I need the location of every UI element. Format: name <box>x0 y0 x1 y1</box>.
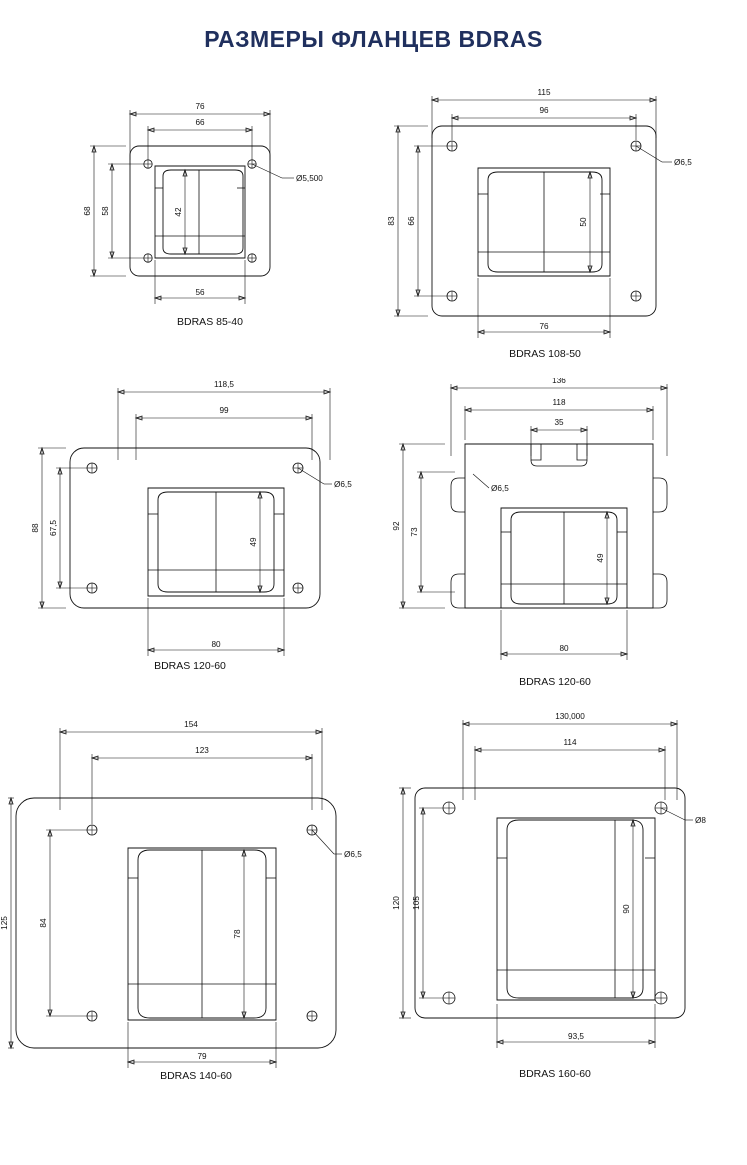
dim-top-inner: 114 <box>563 738 577 747</box>
dim-hole: Ø6,5 <box>674 158 692 167</box>
dim-bottom: 56 <box>195 288 205 297</box>
dim-top-inner: 66 <box>195 118 205 127</box>
dim-left-outer: 92 <box>392 521 401 531</box>
dim-bottom: 80 <box>559 644 569 653</box>
page-title: РАЗМЕРЫ ФЛАНЦЕВ BDRAS <box>204 26 543 52</box>
dim-bottom: 76 <box>539 322 549 331</box>
dim-hole: Ø6,5 <box>334 480 352 489</box>
dim-hole: Ø8 <box>695 816 706 825</box>
dim-left-inner: 66 <box>407 216 416 226</box>
dim-left-inner: 84 <box>39 918 48 928</box>
dim-center-height: 49 <box>249 537 258 547</box>
dim-top-inner: 118 <box>552 398 566 407</box>
dim-center-height: 49 <box>596 553 605 563</box>
dim-left-outer: 68 <box>83 206 92 216</box>
dim-bottom: 93,5 <box>568 1032 584 1041</box>
dim-top-inner: 96 <box>539 106 549 115</box>
figure-bdras-108-50 <box>380 88 710 358</box>
dim-top-inner: 123 <box>195 746 209 755</box>
dim-hole: Ø5,500 <box>296 174 323 183</box>
dim-center-height: 50 <box>579 217 588 227</box>
dim-left-inner: 73 <box>410 527 419 537</box>
dim-bottom: 80 <box>211 640 221 649</box>
figure-bdras-120-60-b <box>385 378 725 698</box>
dim-left-inner: 105 <box>412 896 421 910</box>
dim-center-height: 90 <box>622 904 631 914</box>
dim-left-outer: 120 <box>392 896 401 910</box>
dim-left-outer: 83 <box>387 216 396 226</box>
figure-caption: BDRAS 85-40 <box>177 316 243 328</box>
figure-caption: BDRAS 108-50 <box>509 348 581 360</box>
dim-center-height: 42 <box>174 207 183 217</box>
dim-left-outer: 125 <box>0 916 9 930</box>
dim-center-height: 78 <box>233 929 242 939</box>
figure-bdras-85-40 <box>60 88 360 338</box>
dim-top-outer: 115 <box>537 88 551 97</box>
dim-bottom: 79 <box>197 1052 207 1061</box>
dim-top-outer: 76 <box>195 102 205 111</box>
dim-hole: Ø6,5 <box>491 484 509 493</box>
dim-hole: Ø6,5 <box>344 850 362 859</box>
dim-top-outer: 130,000 <box>555 712 585 721</box>
figure-bdras-140-60 <box>0 718 380 1098</box>
figure-caption: BDRAS 120-60 <box>154 660 226 672</box>
dim-left-inner: 67,5 <box>49 520 58 536</box>
figure-caption: BDRAS 140-60 <box>160 1070 232 1082</box>
dim-top-outer: 118,5 <box>214 380 234 389</box>
dim-top-outer: 136 <box>552 378 566 385</box>
figure-bdras-160-60 <box>385 708 725 1088</box>
dim-left-inner: 58 <box>101 206 110 216</box>
dim-left-outer: 88 <box>31 523 40 533</box>
dim-top-outer: 154 <box>184 720 198 729</box>
figure-caption: BDRAS 160-60 <box>519 1068 591 1080</box>
dim-top-inner: 99 <box>219 406 229 415</box>
dim-top-slot: 35 <box>554 418 564 427</box>
figure-caption: BDRAS 120-60 <box>519 676 591 688</box>
figure-bdras-120-60-a <box>20 378 360 678</box>
